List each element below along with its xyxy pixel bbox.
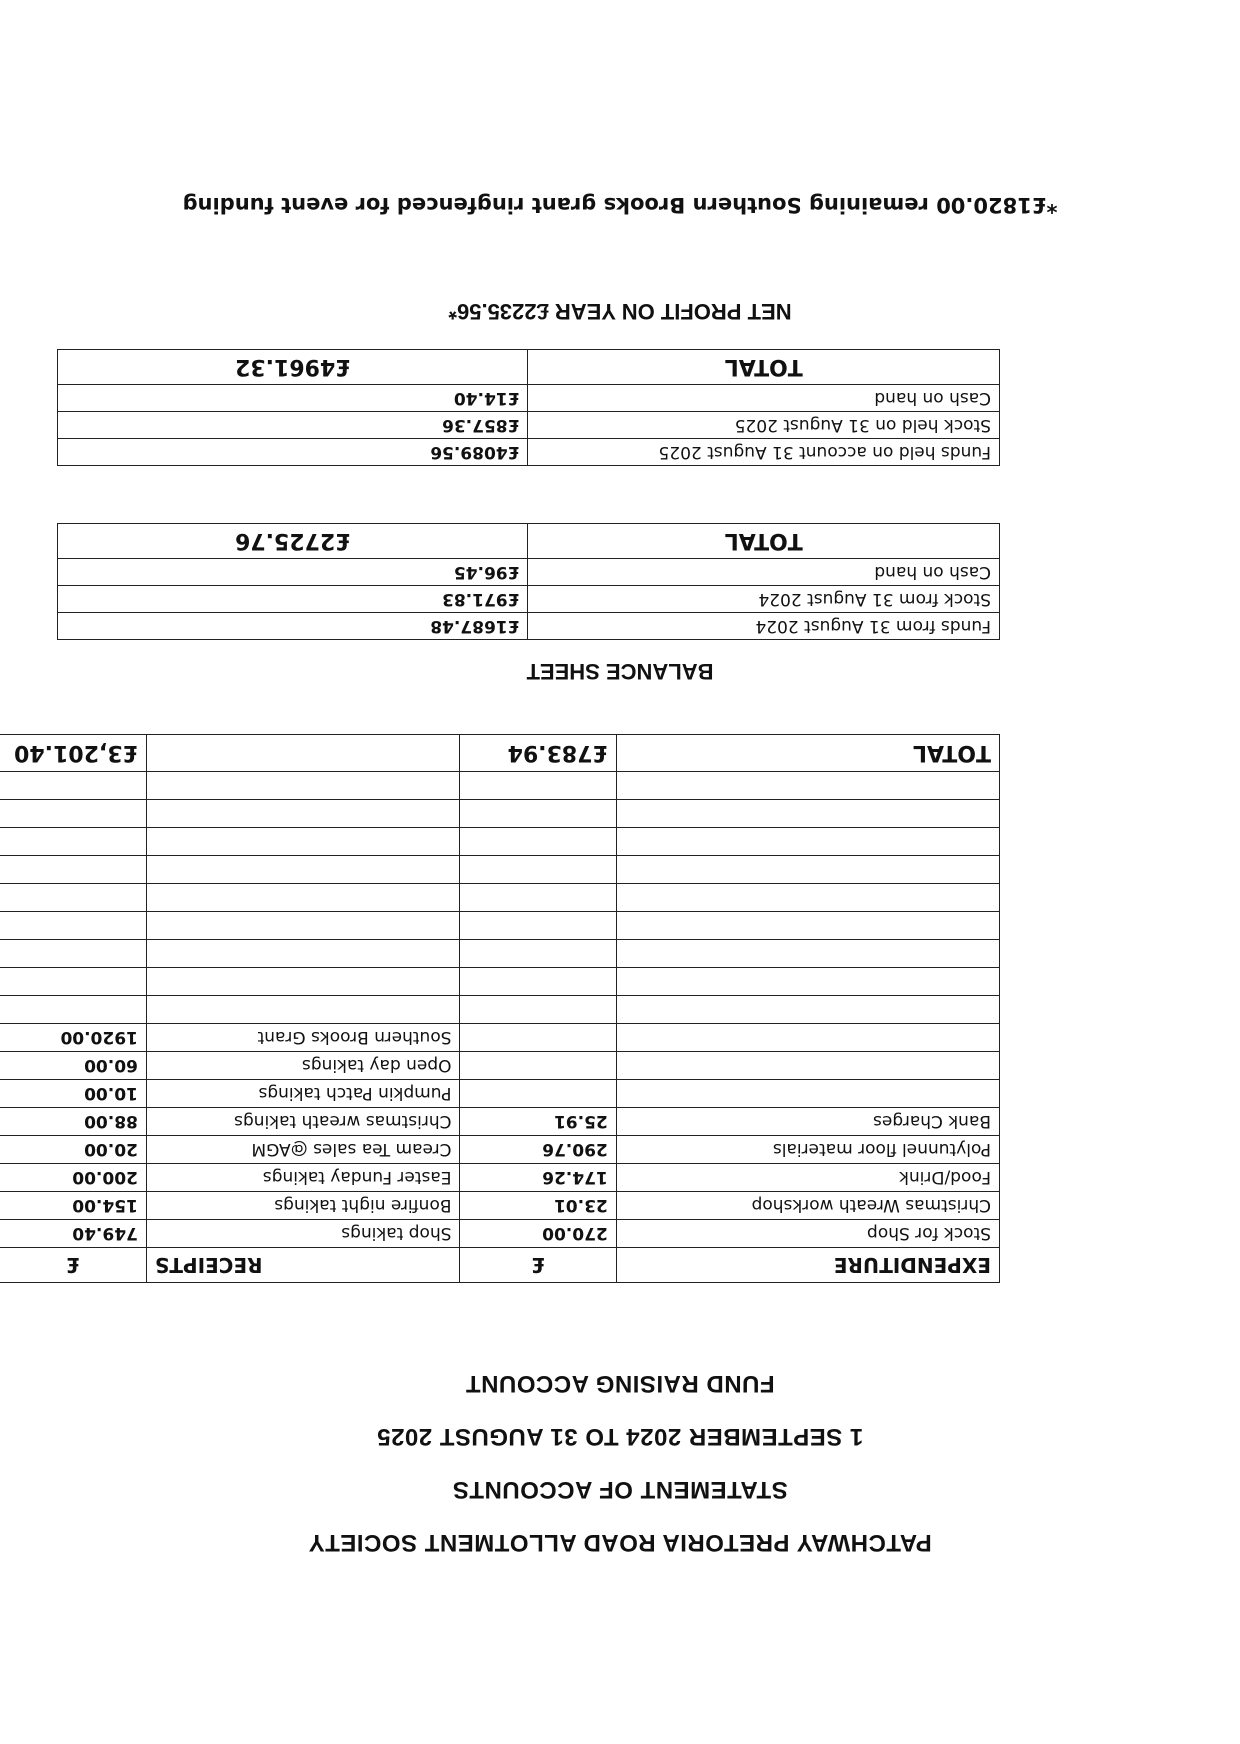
expenditure-amount-cell [460,1080,616,1108]
receipt-cell: Bonfire night takings [146,1192,460,1220]
table-row [0,772,1000,800]
table-row [0,1052,1000,1080]
footnote: *£1820.00 remaining Southern Brooks grant ringfenced for event funding [182,193,1058,217]
receipt-cell [146,856,460,884]
expenditure-cell [616,1080,999,1108]
account-title: FUND RAISING ACCOUNT [465,1370,775,1397]
balance-value: £971.83 [58,586,529,613]
balance-label: Funds held on account 31 August 2025 [528,439,1000,466]
table-row [58,586,1000,613]
expenditure-cell [616,968,999,996]
table-row [58,559,1000,586]
expenditure-cell: Bank Charges [616,1108,999,1136]
table-row [0,1192,1000,1220]
balance-value: £96.45 [58,559,529,586]
receipt-cell [146,884,460,912]
table-row [0,996,1000,1024]
receipt-amount-cell [0,996,146,1024]
table-row [0,856,1000,884]
receipt-amount-cell: 749.40 [0,1220,146,1248]
receipt-cell: Shop takings [146,1220,460,1248]
expenditure-amount-cell [460,996,616,1024]
table-total-row [58,524,1000,559]
receipt-amount-cell: 154.00 [0,1192,146,1220]
receipt-amount-cell [0,940,146,968]
receipt-cell [146,968,460,996]
expenditure-cell: Polytunnel floor materials [616,1136,999,1164]
receipt-cell [146,800,460,828]
balance-value: £857.36 [58,412,529,439]
expenditure-cell [616,800,999,828]
expenditure-amount-cell [460,1052,616,1080]
balance-label: Stock held on 31 August 2025 [528,412,1000,439]
expenditure-header: EXPENDITURE [616,1248,999,1283]
table-row [58,385,1000,412]
expenditure-amount-cell [460,856,616,884]
net-profit: NET PROFIT ON YEAR £2235.56* [448,299,792,324]
table-total-row [58,350,1000,385]
table-row [58,412,1000,439]
receipts-total: £3,201.40 [0,735,146,772]
balance-value: £4089.56 [58,439,529,466]
receipt-amount-cell [0,772,146,800]
receipts-header: RECEIPTS [146,1248,460,1283]
expenditure-amount-cell [460,772,616,800]
expenditure-amount-cell [460,940,616,968]
expenditure-amount-cell [460,884,616,912]
receipt-amount-cell: 200.00 [0,1164,146,1192]
balance-value: £14.40 [58,385,529,412]
expenditure-amount-cell: 23.01 [460,1192,616,1220]
balance-label: Funds from 31 August 2024 [528,613,1000,640]
balance-total-label: TOTAL [528,350,1000,385]
balance-opening-table [57,523,1000,640]
receipt-amount-cell [0,856,146,884]
statement-title: STATEMENT OF ACCOUNTS [452,1476,788,1503]
period: 1 SEPTEMBER 2024 TO 31 AUGUST 2025 [376,1423,864,1450]
table-row [0,828,1000,856]
table-row [0,1108,1000,1136]
receipt-cell: Christmas wreath takings [146,1108,460,1136]
expenditure-amount-cell: 290.76 [460,1136,616,1164]
expenditure-cell [616,828,999,856]
receipt-amount-cell: 20.00 [0,1136,146,1164]
expenditure-amount-cell [460,800,616,828]
table-row [58,439,1000,466]
table-row [0,1136,1000,1164]
expenditure-cell [616,996,999,1024]
table-row [0,1220,1000,1248]
expenditure-cell: Christmas Wreath workshop [616,1192,999,1220]
expenditure-cell [616,772,999,800]
receipt-cell [146,772,460,800]
receipt-cell: Open day takings [146,1052,460,1080]
expenditure-cell [616,884,999,912]
table-total-row [0,735,1000,772]
expenditure-amount-cell [460,912,616,940]
table-row [0,968,1000,996]
expenditure-amount-cell [460,828,616,856]
receipt-amount-cell: 10.00 [0,1080,146,1108]
receipt-cell: Pumpkin Patch takings [146,1080,460,1108]
receipt-amount-cell [0,828,146,856]
balance-label: Cash on hand [528,559,1000,586]
fund-raising-table [0,734,1000,1283]
expenditure-cell [616,856,999,884]
total-spacer [146,735,460,772]
table-header-row [0,1248,1000,1283]
table-row [58,613,1000,640]
expenditure-currency-header: £ [460,1248,616,1283]
receipt-cell: Southern Brooks Grant [146,1024,460,1052]
table-row [0,912,1000,940]
balance-label: Stock from 31 August 2024 [528,586,1000,613]
balance-total-value: £4961.32 [58,350,529,385]
expenditure-amount-cell: 25.91 [460,1108,616,1136]
expenditure-amount-cell: 270.00 [460,1220,616,1248]
expenditure-amount-cell [460,1024,616,1052]
receipt-amount-cell [0,912,146,940]
expenditure-amount-cell: 174.26 [460,1164,616,1192]
receipt-cell [146,996,460,1024]
table-row [0,940,1000,968]
receipt-cell: Easter Funday takings [146,1164,460,1192]
receipt-amount-cell: 1920.00 [0,1024,146,1052]
balance-total-label: TOTAL [528,524,1000,559]
society-name: PATCHWAY PRETORIA ROAD ALLOTMENT SOCIETY [308,1529,932,1556]
receipt-cell [146,828,460,856]
expenditure-total: £783.94 [460,735,616,772]
expenditure-cell [616,940,999,968]
table-row [0,800,1000,828]
balance-value: £1687.48 [58,613,529,640]
document-headings [0,1357,1240,1569]
receipts-currency-header: £ [0,1248,146,1283]
expenditure-cell: Food/Drink [616,1164,999,1192]
total-label: TOTAL [616,735,999,772]
table-row [0,1080,1000,1108]
receipt-amount-cell: 88.00 [0,1108,146,1136]
balance-total-value: £2725.76 [58,524,529,559]
balance-sheet-title: BALANCE SHEET [526,659,714,684]
receipt-amount-cell [0,884,146,912]
expenditure-cell: Stock for Shop [616,1220,999,1248]
receipt-cell: Cream Tea sales @AGM [146,1136,460,1164]
receipt-cell [146,940,460,968]
balance-label: Cash on hand [528,385,1000,412]
table-row [0,1164,1000,1192]
expenditure-cell [616,1024,999,1052]
expenditure-cell [616,912,999,940]
expenditure-amount-cell [460,968,616,996]
receipt-cell [146,912,460,940]
table-row [0,884,1000,912]
balance-closing-table [57,349,1000,466]
receipt-amount-cell: 60.00 [0,1052,146,1080]
expenditure-cell [616,1052,999,1080]
table-row [0,1024,1000,1052]
receipt-amount-cell [0,968,146,996]
receipt-amount-cell [0,800,146,828]
